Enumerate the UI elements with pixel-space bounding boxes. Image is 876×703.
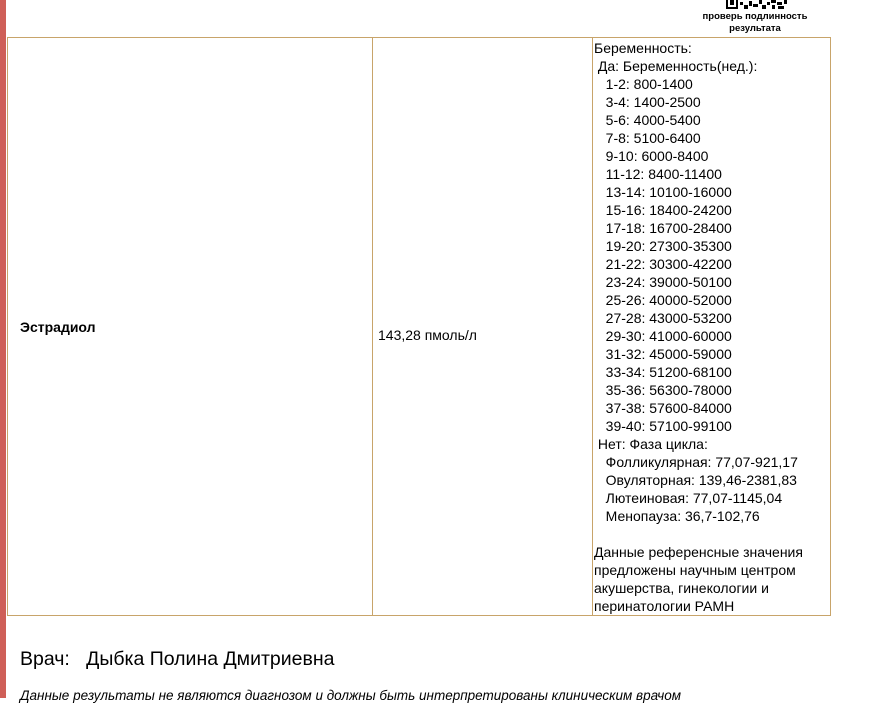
doctor-line xyxy=(20,648,334,671)
reference-line: 29-30: 41000-60000 xyxy=(594,328,732,344)
qr-verification-block xyxy=(690,0,820,36)
reference-line: 37-38: 57600-84000 xyxy=(594,400,732,416)
footer-disclaimer: Данные результаты не являются диагнозом и должны быть интерпретированы клиническим врачом xyxy=(20,688,681,703)
reference-line: 19-20: 27300-35300 xyxy=(594,238,732,254)
qr-caption xyxy=(690,11,820,35)
reference-line: акушерства, гинекологии и xyxy=(594,580,769,596)
reference-line: 15-16: 18400-24200 xyxy=(594,202,732,218)
reference-values-cell xyxy=(593,38,831,616)
test-value: 143,28 пмоль/л xyxy=(378,327,477,343)
reference-line: Лютеиновая: 77,07-1145,04 xyxy=(594,490,783,506)
reference-line: Фолликулярная: 77,07-921,17 xyxy=(594,454,798,470)
reference-line: 7-8: 5100-6400 xyxy=(594,130,701,146)
reference-line: 25-26: 40000-52000 xyxy=(594,292,732,308)
reference-line: 27-28: 43000-53200 xyxy=(594,310,732,326)
results-table xyxy=(7,37,831,616)
test-value-cell xyxy=(373,38,593,616)
qr-caption-line-2: результата xyxy=(729,23,781,34)
doctor-label: Врач: xyxy=(20,648,70,670)
qr-caption-line-1: проверь подлинность xyxy=(702,11,808,22)
reference-line xyxy=(594,525,830,543)
reference-line: 9-10: 6000-8400 xyxy=(594,148,709,164)
reference-line: 33-34: 51200-68100 xyxy=(594,364,732,380)
test-name-cell xyxy=(8,38,373,616)
reference-line: Овуляторная: 139,46-2381,83 xyxy=(594,472,797,488)
qr-code-icon[interactable] xyxy=(720,0,790,10)
left-border-stripe xyxy=(0,0,6,698)
reference-line: Данные референсные значения xyxy=(594,544,803,560)
reference-line: Менопауза: 36,7-102,76 xyxy=(594,508,760,524)
doctor-name: Дыбка Полина Дмитриевна xyxy=(86,648,335,670)
reference-line: перинатологии РАМН xyxy=(594,598,735,614)
reference-line: 5-6: 4000-5400 xyxy=(594,112,701,128)
reference-line: Нет: Фаза цикла: xyxy=(594,436,708,452)
reference-line: предложены научным центром xyxy=(594,562,796,578)
reference-line: 3-4: 1400-2500 xyxy=(594,94,701,110)
reference-line: Беременность: xyxy=(594,40,692,56)
reference-line: 35-36: 56300-78000 xyxy=(594,382,732,398)
reference-values-list xyxy=(594,39,830,615)
reference-line: 11-12: 8400-11400 xyxy=(594,166,722,182)
reference-line: 23-24: 39000-50100 xyxy=(594,274,732,290)
reference-line: 39-40: 57100-99100 xyxy=(594,418,732,434)
reference-line: 1-2: 800-1400 xyxy=(594,76,693,92)
reference-line: 31-32: 45000-59000 xyxy=(594,346,732,362)
reference-line: 13-14: 10100-16000 xyxy=(594,184,732,200)
table-row xyxy=(8,38,831,616)
reference-line: 21-22: 30300-42200 xyxy=(594,256,732,272)
reference-line: Да: Беременность(нед.): xyxy=(594,58,758,74)
reference-line: 17-18: 16700-28400 xyxy=(594,220,732,236)
test-name: Эстрадиол xyxy=(20,318,96,335)
